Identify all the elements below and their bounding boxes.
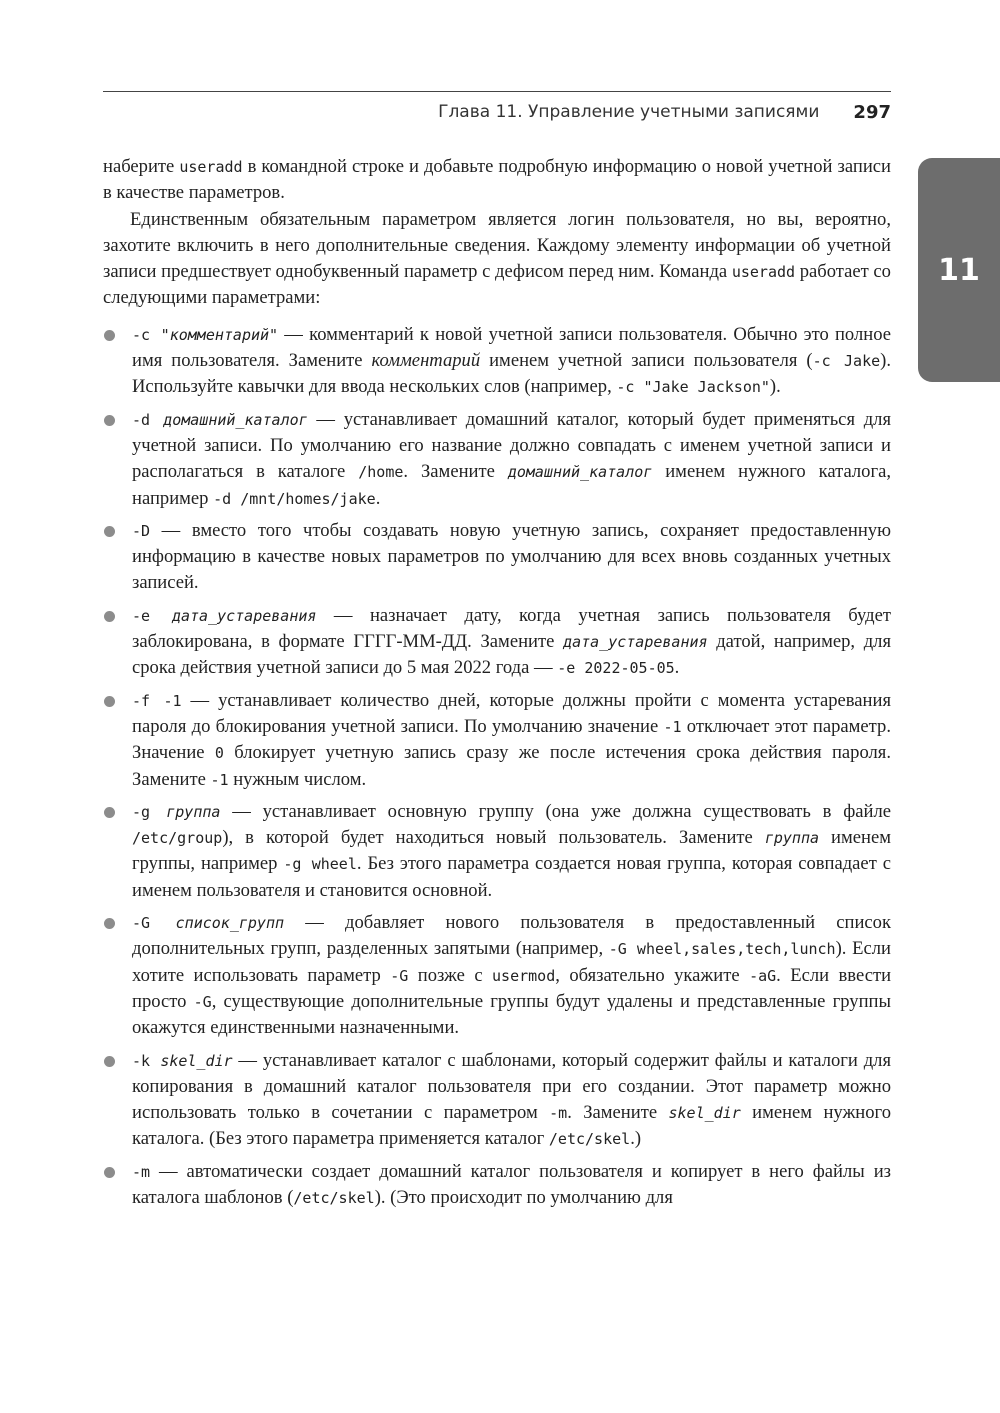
bullet-icon xyxy=(104,1056,115,1067)
text-run: — вместо того чтобы создавать новую учетную запись, сохраняет предоставленную информацию в качестве новых параметров по умолчанию для всех вновь созданных учетных записей. xyxy=(132,519,891,594)
inline-code: -1 xyxy=(663,717,682,736)
option-item xyxy=(103,799,891,904)
option-item xyxy=(103,322,891,401)
option-item xyxy=(103,688,891,793)
bullet-icon xyxy=(104,696,115,707)
header-rule xyxy=(103,91,891,92)
chapter-tab-label: 11 xyxy=(938,252,980,288)
inline-code: -c " xyxy=(132,325,170,344)
inline-code: -d xyxy=(132,410,164,429)
inline-code: /etc/skel xyxy=(293,1188,375,1207)
italic-text: комментарий xyxy=(371,350,481,372)
inline-code: -G xyxy=(193,992,212,1011)
page-body xyxy=(103,154,891,1217)
text-run: именем группы, например xyxy=(132,827,891,875)
text-run: — комментарий к новой учетной записи пользователя. Обычно это полное имя пользователя. Замените xyxy=(132,323,891,372)
text-run: отключает этот параметр. Значение xyxy=(132,715,891,764)
text-run: , существующие дополнительные группы будут удалены и представленные группы окажутся единственными назначенными. xyxy=(132,990,891,1039)
intro-paragraph-1 xyxy=(103,154,891,207)
running-header xyxy=(103,98,891,126)
text-run: ). (Это происходит по умолчанию для xyxy=(374,1186,673,1208)
text-run: — устанавливает количество дней, которые должны пройти с момента устаревания пароля до блокирования учетной записи. По умолчанию значение xyxy=(132,689,891,737)
bullet-icon xyxy=(104,526,115,537)
inline-code: -1 xyxy=(210,770,229,789)
inline-code: -d /mnt/homes/jake xyxy=(213,489,376,508)
text-run: — автоматически создает домашний каталог пользователя и копирует в него файлы из каталога шаблонов ( xyxy=(132,1160,891,1208)
inline-code: -e 2022-05-05 xyxy=(557,659,675,678)
bullet-icon xyxy=(104,807,115,818)
inline-code: -m xyxy=(549,1104,568,1123)
text-run: ). Если хотите использовать параметр xyxy=(132,938,891,986)
inline-code: -c Jake xyxy=(812,352,881,371)
text-run: . Без этого параметра создается новая группа, которая совпадает с именем пользователя и становится основной. xyxy=(132,853,891,901)
text-run: — добавляет нового пользователя в предоставленный список дополнительных групп, разделенных запятыми (например, xyxy=(132,912,892,960)
option-item xyxy=(103,603,891,682)
inline-code-placeholder: домашний_каталог xyxy=(163,410,308,429)
inline-code: -f -1 xyxy=(132,691,182,710)
bullet-icon xyxy=(104,415,115,426)
inline-code: -g wheel xyxy=(283,855,357,874)
inline-code-placeholder: skel_dir xyxy=(160,1051,233,1070)
text-run: датой, например, для срока действия учетной записи до 5 мая 2022 года — xyxy=(132,631,892,679)
inline-code-placeholder: комментарий xyxy=(169,325,270,344)
text-run: — назначает дату, когда учетная запись пользователя будет заблокирована, в формате ГГГГ-ММ-ДД. Замените xyxy=(132,604,892,653)
inline-code: -G xyxy=(132,914,176,933)
inline-code: 0 xyxy=(214,744,224,763)
inline-code-placeholder: группа xyxy=(166,802,221,821)
inline-code: " xyxy=(269,325,279,344)
inline-code-placeholder: домашний_каталог xyxy=(507,463,653,482)
option-item xyxy=(103,1159,891,1212)
bullet-icon xyxy=(104,918,115,929)
text-run: ), в которой будет находиться новый пользователь. Замените xyxy=(222,827,765,849)
bullet-icon xyxy=(104,330,115,341)
chapter-title: Глава 11. Управление учетными записями xyxy=(438,102,820,122)
text-run: именем нужного каталога, например xyxy=(132,461,892,509)
text-run: блокирует учетную запись сразу же после истечения срока действия пароля. Замените xyxy=(132,742,891,790)
inline-code: -g xyxy=(132,802,167,821)
inline-code: useradd xyxy=(179,158,243,176)
option-item xyxy=(103,518,891,597)
inline-code-placeholder: дата_устаревания xyxy=(171,606,317,625)
inline-code: -k xyxy=(132,1051,161,1070)
inline-code: -c "Jake Jackson" xyxy=(616,378,770,397)
text-run: позже с xyxy=(408,964,493,986)
text-run: , обязательно укажите xyxy=(555,964,750,986)
inline-code: -aG xyxy=(749,966,777,985)
bullet-icon xyxy=(104,1167,115,1178)
inline-code: useradd xyxy=(731,263,796,282)
page-number: 297 xyxy=(853,101,891,123)
text-run: именем нужного каталога. (Без этого параметра применяется каталог xyxy=(132,1102,892,1150)
inline-code-placeholder: список_групп xyxy=(175,914,285,933)
inline-code: /etc/group xyxy=(132,829,223,848)
text-run: . Если ввести просто xyxy=(132,964,892,1012)
text-run: работает со следующими параметрами: xyxy=(103,261,891,309)
inline-code: -G xyxy=(390,966,409,985)
inline-code: /etc/skel xyxy=(548,1130,631,1149)
text-run: — устанавливает домашний каталог, который будет применяться для учетной записи. По умолчанию его название должно совпадать с именем учетной записи и располагаться в каталоге xyxy=(132,408,892,483)
inline-code: -e xyxy=(132,606,172,625)
inline-code: -m xyxy=(132,1162,151,1181)
inline-code-placeholder: группа xyxy=(764,829,820,848)
option-item xyxy=(103,407,891,512)
text-run: . xyxy=(375,487,381,509)
intro-paragraph-2 xyxy=(103,207,891,312)
text-run: именем учетной записи пользователя ( xyxy=(480,350,813,372)
inline-code-placeholder: дата_устаревания xyxy=(563,633,708,652)
inline-code: -G wheel,sales,tech,lunch xyxy=(608,940,836,959)
bullet-icon xyxy=(104,611,115,622)
inline-code-placeholder: skel_dir xyxy=(668,1104,741,1123)
inline-code: -D xyxy=(132,521,151,540)
text-run: Единственным обязательным параметром является логин пользователя, но вы, вероятно, захотите включить в него дополнительные сведения. Каждому элементу информации об учетной записи предшествует однобуквенный параметр с дефисом перед ним. Команда xyxy=(103,208,891,283)
text-run: . xyxy=(674,657,680,679)
text-run: ). Используйте кавычки для ввода нескольких слов (например, xyxy=(132,350,891,398)
text-run: нужным числом. xyxy=(228,768,367,790)
inline-code: usermod xyxy=(492,966,556,985)
option-list xyxy=(103,322,891,1212)
text-run: .) xyxy=(630,1128,642,1150)
chapter-tab xyxy=(918,158,1000,382)
text-run: — устанавливает основную группу (она уже должна существовать в файле xyxy=(220,800,892,822)
text-run: наберите xyxy=(103,156,180,177)
text-run: в командной строке и добавьте подробную информацию о новой учетной записи в качестве параметров. xyxy=(103,156,891,204)
inline-code: /home xyxy=(358,463,404,482)
text-run: . Замените xyxy=(567,1102,669,1124)
text-run: . Замените xyxy=(403,461,508,483)
option-item xyxy=(103,1048,891,1153)
text-run: — устанавливает каталог с шаблонами, который содержит файлы и каталоги для копирования в домашний каталог пользователя при его создании. Этот параметр можно использовать только в сочетании с параметром xyxy=(132,1049,892,1124)
option-item xyxy=(103,910,891,1041)
text-run: ). xyxy=(769,376,781,398)
